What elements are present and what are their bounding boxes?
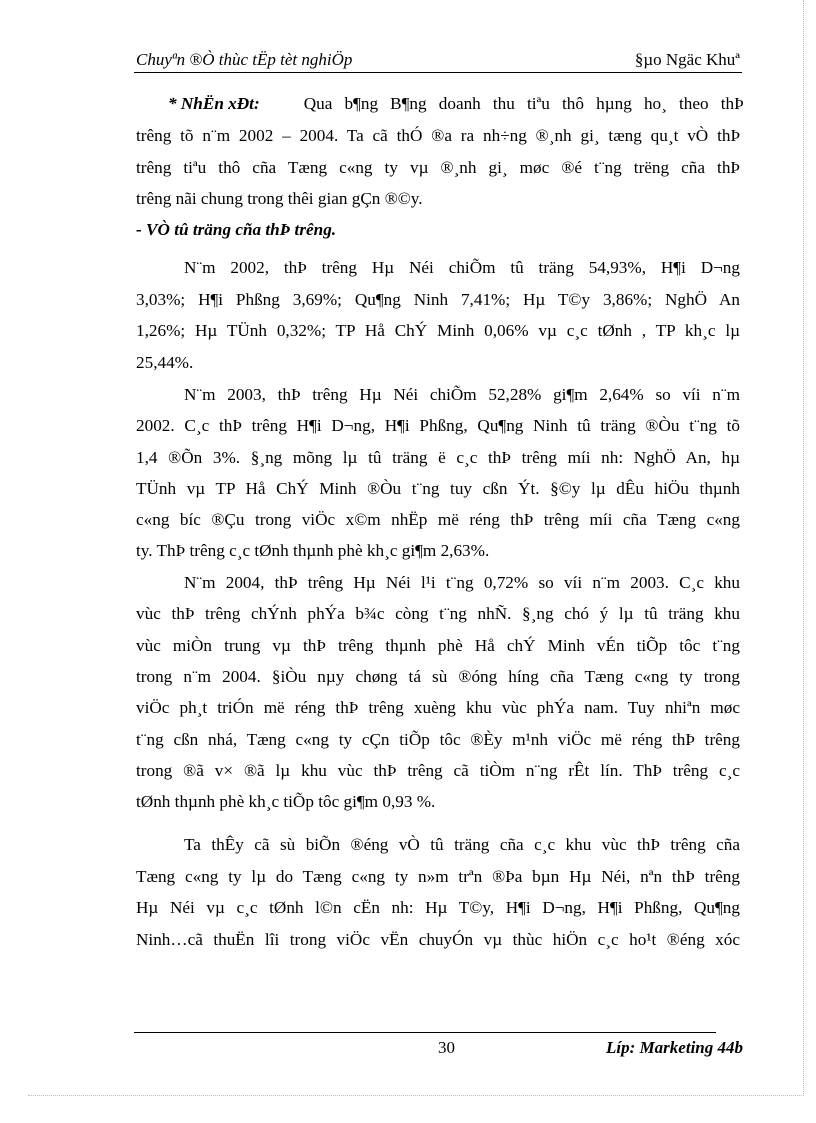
header-divider	[134, 72, 742, 73]
text-line: trêng tiªu thô cña Tæng c«ng ty vµ ®¸nh gi¸ møc ®é t¨ng trëng cña thÞ	[136, 158, 740, 177]
text-line	[168, 93, 744, 115]
text-line: N¨m 2003, thÞ trêng Hµ Néi chiÕm 52,28% gi¶m 2,64% so víi n¨m	[184, 385, 740, 404]
intro-label: * NhËn xÐt:	[168, 94, 260, 113]
text-line: 25,44%.	[136, 353, 194, 372]
text-run: Qua b¶ng B¶ng doanh thu tiªu thô hµng ho¸ theo thÞ	[303, 94, 744, 113]
text-line: Ninh…cã thuËn lîi trong viÖc vËn chuyÓn vµ thùc hiÖn c¸c ho¹t ®éng xóc	[136, 930, 740, 949]
text-line: 3,03%; H¶i Phßng 3,69%; Qu¶ng Ninh 7,41%; Hµ T©y 3,86%; NghÖ An	[136, 290, 740, 309]
text-line: tØnh thµnh phè kh¸c tiÕp tôc gi¶m 0,93 %.	[136, 792, 436, 811]
footer-divider	[134, 1032, 716, 1033]
text-line: vùc miÒn trung vµ thÞ trêng thµnh phè Hå chÝ Minh vÉn tiÕp tôc t¨ng	[136, 636, 740, 655]
footer-class: Líp: Marketing 44b	[606, 1038, 743, 1057]
text-line: 1,26%; Hµ TÜnh 0,32%; TP Hå ChÝ Minh 0,06% vµ c¸c tØnh , TP kh¸c lµ	[136, 321, 740, 340]
text-line: trong n¨m 2004. §iÒu nµy chøng tá sù ®óng híng cña Tæng c«ng ty trong	[136, 667, 740, 686]
text-line: Ta thÊy cã sù biÕn ®éng vÒ tû träng cña c¸c khu vùc thÞ trêng cña	[184, 835, 740, 854]
text-line: trêng nãi chung trong thêi gian gÇn ®©y.	[136, 189, 423, 208]
text-line: viÖc ph¸t triÓn më réng thÞ trêng xuèng khu vùc phÝa nam. Tuy nhiªn møc	[136, 698, 740, 717]
text-line: TÜnh vµ TP Hå ChÝ Minh ®Òu t¨ng tuy cßn Ýt. §©y lµ dÊu hiÖu thµnh	[136, 479, 740, 498]
text-line: N¨m 2004, thÞ trêng Hµ Néi l¹i t¨ng 0,72% so víi n¨m 2003. C¸c khu	[184, 573, 740, 592]
page-number: 30	[438, 1038, 455, 1057]
text-line: trêng tõ n¨m 2002 – 2004. Ta cã thÓ ®a ra nh÷ng ®¸nh gi¸ tæng qu¸t vÒ thÞ	[136, 126, 740, 145]
text-line: N¨m 2002, thÞ trêng Hµ Néi chiÕm tû träng 54,93%, H¶i D¬ng	[184, 258, 740, 277]
text-line: ty. ThÞ trêng c¸c tØnh thµnh phè kh¸c gi¶m 2,63%.	[136, 541, 490, 560]
text-line: c«ng bíc ®Çu trong viÖc x©m nhËp më réng thÞ trêng míi cña Tæng c«ng	[136, 510, 740, 529]
header-author: §µo Ngäc Khuª	[634, 50, 740, 69]
text-line: 2002. C¸c thÞ trêng H¶i D¬ng, H¶i Phßng, Qu¶ng Ninh tû träng ®Òu t¨ng tõ	[136, 416, 740, 435]
text-line: t¨ng cßn nhá, Tæng c«ng ty cÇn tiÕp tôc ®Èy m¹nh viÖc më réng thÞ trêng	[136, 730, 740, 749]
text-line: trong ®ã v× ®ã lµ khu vùc thÞ trêng cã tiÒm n¨ng rÊt lín. ThÞ trêng c¸c	[136, 761, 740, 780]
text-line: vùc thÞ trêng chÝnh phÝa b¾c còng t¨ng nhÑ. §¸ng chó ý lµ tû träng khu	[136, 604, 740, 623]
text-line: 1,4 ®Õn 3%. §¸ng mõng lµ tû träng ë c¸c thÞ trêng míi nh: NghÖ An, hµ	[136, 448, 740, 467]
text-line: Tæng c«ng ty lµ do Tæng c«ng ty n»m trªn ®Þa bµn Hµ Néi, nªn thÞ trêng	[136, 867, 740, 886]
header-title: Chuyªn ®Ò thùc tËp tèt nghiÖp	[136, 50, 353, 69]
text-line: Hµ Néi vµ c¸c tØnh l©n cËn nh: Hµ T©y, H¶i D¬ng, H¶i Phßng, Qu¶ng	[136, 898, 740, 917]
section-heading: - VÒ tû träng cña thÞ trêng.	[136, 220, 337, 239]
